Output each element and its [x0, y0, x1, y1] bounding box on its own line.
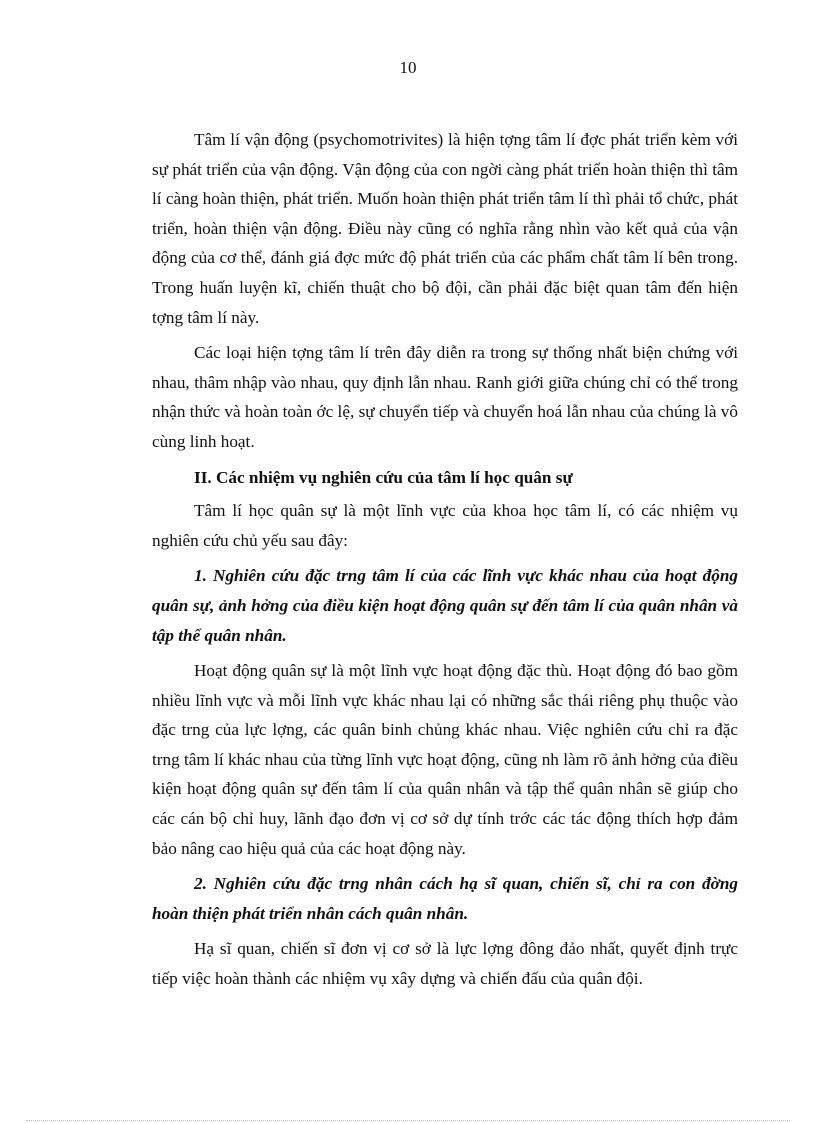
paragraph-tasks-intro: Tâm lí học quân sự là một lĩnh vực của khoa học tâm lí, có các nhiệm vụ nghiên cứu chủ yếu sau đây: — [152, 501, 738, 550]
document-body — [152, 125, 738, 1000]
section-heading: II. Các nhiệm vụ nghiên cứu của tâm lí học quân sự — [194, 467, 573, 487]
page-number: 10 — [399, 58, 417, 77]
paragraph-psychomotor: Tâm lí vận động (psychomotrivites) là hiện tợng tâm lí đợc phát triển kèm với sự phát triển của vận động. Vận động của con ngời càng phát triển hoàn thiện thì tâm lí càng hoàn thiện, phát triển. Muốn hoàn thiện phát triển tâm lí thì phải tổ chức, phát triển, hoàn thiện vận động. Điều này cũng có nghĩa rằng nhìn vào kết quả của vận động của cơ thể, đánh giá đợc mức độ phát triển của các phẩm chất tâm lí bên trong. Trong huấn luyện kĩ, chiến thuật cho bộ đội, cần phải đặc biệt quan tâm đến hiện tợng tâm lí này. — [152, 130, 738, 327]
paragraph-unity-of-phenomena: Các loại hiện tợng tâm lí trên đây diễn ra trong sự thống nhất biện chứng với nhau, thâm nhập vào nhau, quy định lẫn nhau. Ranh giới giữa chúng chỉ có thể trong nhận thức và hoàn toàn ớc lệ, sự chuyển tiếp và chuyển hoá lẫn nhau của chúng là vô cùng linh hoạt. — [152, 343, 738, 451]
task-heading-1: 1. Nghiên cứu đặc trng tâm lí của các lĩnh vực khác nhau của hoạt động quân sự, ảnh hởng của điều kiện hoạt động quân sự đến tâm lí của quân nhân và tập thể quân nhân. — [152, 566, 738, 645]
paragraph-nco-soldiers: Hạ sĩ quan, chiến sĩ đơn vị cơ sở là lực lợng đông đảo nhất, quyết định trực tiếp việc hoàn thành các nhiệm vụ xây dựng và chiến đấu của quân đội. — [152, 939, 738, 989]
paragraph-military-activity: Hoạt động quân sự là một lĩnh vực hoạt động đặc thù. Hoạt động đó bao gồm nhiều lĩnh vực và mỗi lĩnh vực khác nhau lại có những sắc thái riêng phụ thuộc vào đặc trng của lực lợng, các quân binh chủng khác nhau. Việc nghiên cứu chỉ ra đặc trng tâm lí khác nhau của từng lĩnh vực hoạt động, cũng nh làm rõ ảnh hởng của điều kiện hoạt động quân sự đến tâm lí của quân nhân và tập thể quân nhân sẽ giúp cho các cán bộ chỉ huy, lãnh đạo đơn vị cơ sở dự tính trớc các tác động thích hợp đảm bảo nâng cao hiệu quả của các hoạt động này. — [152, 661, 738, 858]
footer-divider — [26, 1120, 790, 1121]
task-heading-2: 2. Nghiên cứu đặc trng nhân cách hạ sĩ quan, chiến sĩ, chỉ ra con đờng hoàn thiện phát triển nhân cách quân nhân. — [152, 874, 738, 923]
